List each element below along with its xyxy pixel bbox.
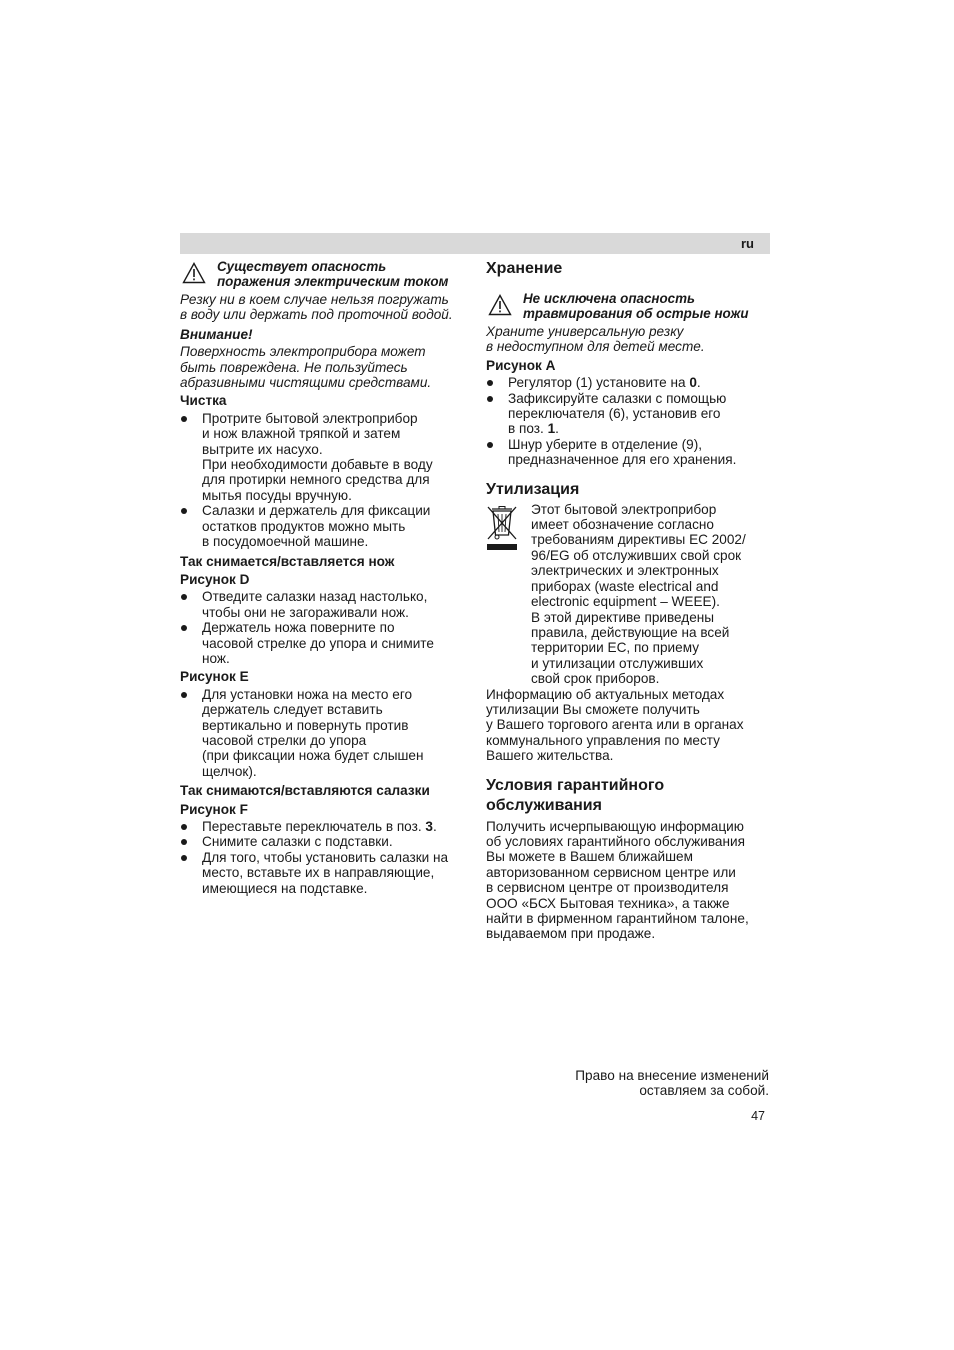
- weee-text: Этот бытовой электроприбор имеет обозначение согласно требованиям директивы ЕС 2002/ 96/EG об отслуживших свой срок электрических и электронных приборах (waste electrical and electronic equipment – WEEE). В этой директиве приведены правила, действующие на всей территории ЕС, по приему и утилизации отслуживших свой срок приборов.: [531, 501, 746, 687]
- list-item: Зафиксируйте салазки с помощью переключателя (6), установив его в поз. 1.: [486, 391, 770, 437]
- list-item: Регулятор (1) установите на 0.: [486, 375, 770, 390]
- warning-triangle-icon: [488, 294, 512, 316]
- figure-f-label: Рисунок F: [180, 801, 248, 817]
- cleaning-list: [180, 411, 465, 550]
- storage-text: Храните универсальную резку в недоступном для детей месте.: [486, 324, 705, 355]
- right-column: [486, 259, 770, 942]
- disposal-heading: Утилизация: [486, 480, 580, 498]
- warning-triangle-icon: [182, 262, 206, 284]
- knife-injury-warning: [486, 291, 770, 321]
- footer-note: Право на внесение изменений оставляем за собой.: [575, 1068, 769, 1099]
- list-item: Отведите салазки назад настолько, чтобы они не загораживали нож.: [180, 589, 465, 620]
- knife-heading: Так снимается/вставляется нож: [180, 553, 395, 569]
- list-item: Салазки и держатель для фиксации остатков продуктов можно мыть в посудомоечной машине.: [180, 503, 465, 549]
- language-label: ru: [741, 236, 754, 251]
- list-item: Переставьте переключатель в поз. 3.: [180, 819, 465, 834]
- list-item: Для того, чтобы установить салазки на место, вставьте их в направляющие, имеющиеся на подставке.: [180, 850, 465, 896]
- list-item: Шнур уберите в отделение (9), предназначенное для его хранения.: [486, 437, 770, 468]
- attention-text: Поверхность электроприбора может быть повреждена. Не пользуйтесь абразивными чистящими средствами.: [180, 344, 432, 391]
- knife-remove-list: [180, 589, 465, 666]
- weee-block: [486, 502, 770, 687]
- warranty-text: Получить исчерпывающую информацию об условиях гарантийного обслуживания Вы можете в Вашем ближайшем авторизованном сервисном центре или в сервисном центре от производителя ООО «БСХ Бытовая техника», а также найти в фирменном гарантийном талоне, выдаваемом при продаже.: [486, 818, 749, 942]
- figure-e-label: Рисунок E: [180, 669, 249, 685]
- knife-insert-list: [180, 687, 465, 779]
- list-item: Держатель ножа поверните по часовой стрелке до упора и снимите нож.: [180, 620, 465, 666]
- disposal-info: Информацию об актуальных методах утилизации Вы сможете получить у Вашего торгового агента или в органах коммунального управления по месту Вашего жительства.: [486, 686, 744, 764]
- list-item: Снимите салазки с подставки.: [180, 834, 465, 849]
- slide-list: [180, 819, 465, 896]
- storage-list: [486, 375, 770, 467]
- list-item: Для установки ножа на место его держатель следует вставить вертикально и повернуть против часовой стрелки до упора (при фиксации ножа будет слышен щелчок).: [180, 687, 465, 779]
- slide-heading: Так снимаются/вставляются салазки: [180, 783, 430, 799]
- cleaning-heading: Чистка: [180, 393, 227, 409]
- warranty-heading: Условия гарантийного обслуживания: [486, 776, 665, 814]
- header-bar: [180, 233, 770, 254]
- list-item: Протрите бытовой электроприбор и нож влажной тряпкой и затем вытрите их насухо. При необходимости добавьте в воду для протирки немного средства для мытья посуды вручную.: [180, 411, 465, 503]
- warning-title: Не исключена опасность травмирования об острые ножи: [523, 291, 749, 321]
- electric-shock-warning: [180, 259, 465, 289]
- storage-heading: Хранение: [486, 260, 563, 277]
- page-number: 47: [751, 1109, 765, 1123]
- figure-a-label: Рисунок A: [486, 357, 556, 373]
- attention-heading: Внимание!: [180, 326, 253, 342]
- crossed-bin-icon: [486, 505, 518, 553]
- left-column: [180, 259, 465, 896]
- warning-text: Резку ни в коем случае нельзя погружать в воду или держать под проточной водой.: [180, 292, 453, 323]
- warning-title: Существует опасность поражения электрическим током: [217, 259, 449, 289]
- figure-d-label: Рисунок D: [180, 571, 250, 587]
